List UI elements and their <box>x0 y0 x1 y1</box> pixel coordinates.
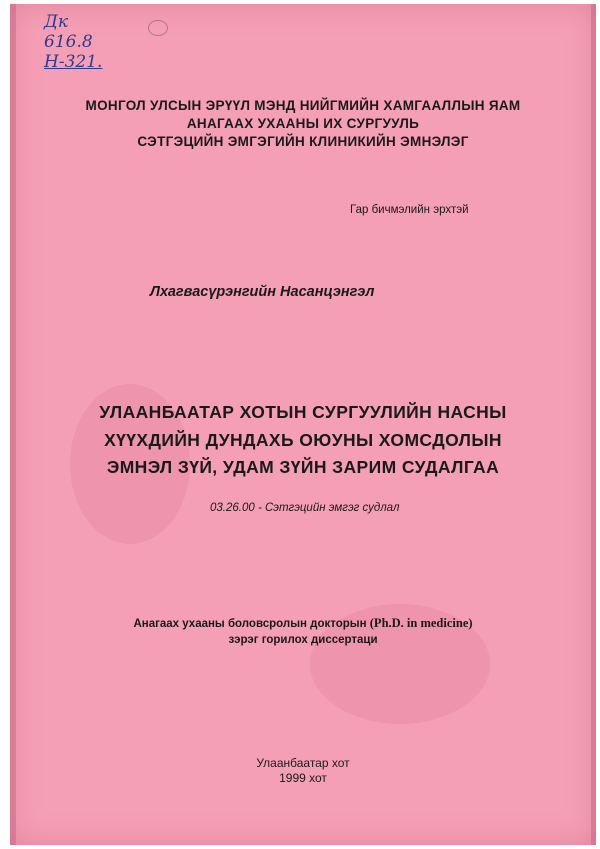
library-call-number <box>44 12 102 72</box>
document-cover <box>10 4 596 845</box>
publication-year: 1999 хот <box>279 771 327 785</box>
title-line-3: ЭМНЭЛ ЗҮЙ, УДАМ ЗҮЙН ЗАРИМ СУДАЛГАА <box>106 457 500 477</box>
institution-ministry: МОНГОЛ УЛСЫН ЭРҮҮЛ МЭНД НИЙГМИЙН ХАМГААЛЛЫН ЯАМ <box>85 98 521 113</box>
call-number-line-1: Дк <box>44 12 68 32</box>
author-name: Лхагвасүрэнгийн Насанцэнгэл <box>150 284 375 300</box>
specialty-code: 03.26.00 - Сэтгэцийн эмгэг судлал <box>210 502 400 514</box>
title-line-1: УЛААНБААТАР ХОТЫН СУРГУУЛИЙН НАСНЫ <box>99 402 507 422</box>
manuscript-note: Гар бичмэлийн эрхтэй <box>350 204 469 216</box>
call-number-line-2: 616.8 <box>44 32 93 52</box>
call-number-line-3: Н-321. <box>44 52 103 72</box>
degree-phd: (Ph.D. in medicine) <box>369 616 473 630</box>
publication-place: Улаанбаатар хот <box>256 756 350 770</box>
degree-line-1 <box>10 616 596 631</box>
pencil-mark <box>148 20 168 36</box>
title-line-2: ХҮҮХДИЙН ДУНДАХЬ ОЮУНЫ ХОМСДОЛЫН <box>104 430 502 450</box>
degree-prefix: Анагаах ухааны боловсролын докторын <box>133 618 367 630</box>
degree-line-2: зэрэг горилох диссертаци <box>228 634 378 646</box>
institution-university: АНАГААХ УХААНЫ ИХ СУРГУУЛЬ <box>186 116 420 131</box>
institution-clinic: СЭТГЭЦИЙН ЭМГЭГИЙН КЛИНИКИЙН ЭМНЭЛЭГ <box>137 134 469 149</box>
